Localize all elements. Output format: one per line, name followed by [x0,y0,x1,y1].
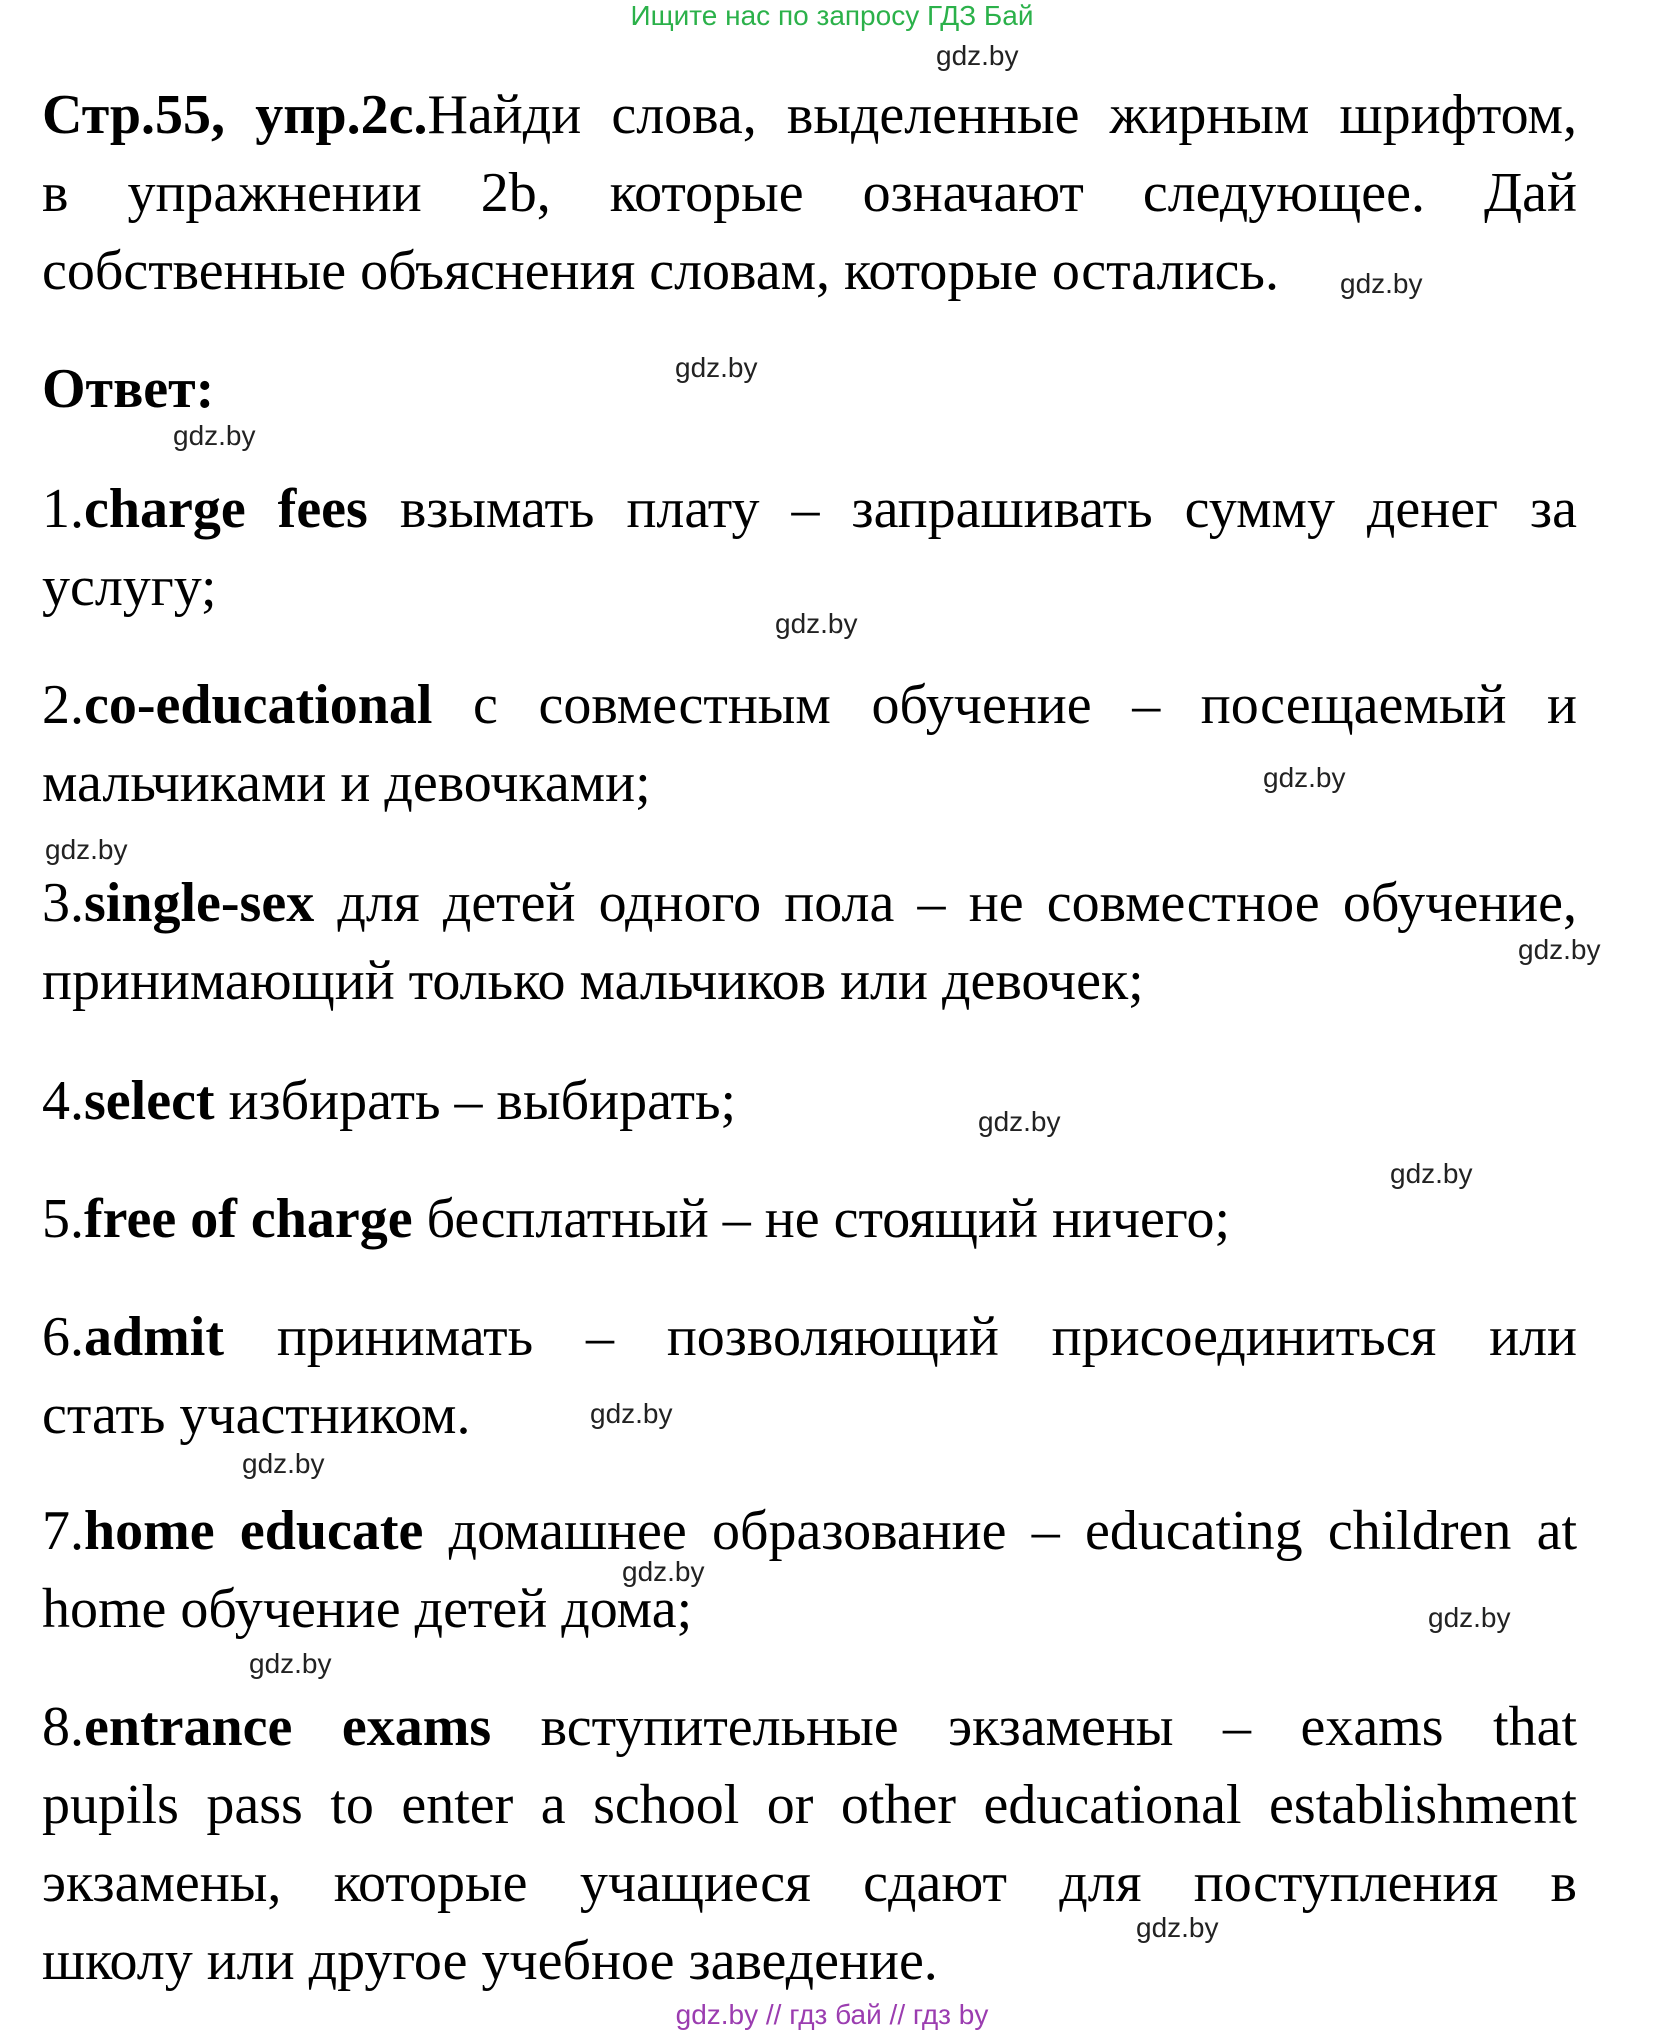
watermark: gdz.by [242,1448,325,1479]
task-reference: Стр.55, упр.2с. [42,84,428,146]
answer-item [42,1492,1577,1570]
answer-item [42,1688,1577,1922]
watermark: gdz.by [675,352,758,383]
answer-item-continued [42,744,1577,822]
item-term: co-educational [84,674,433,736]
task-text: в упражнении 2b, которые означают следующее. Дай [42,162,1577,224]
item-term: single-sex [84,872,315,934]
answer-label: Ответ: [42,358,215,420]
item-number: 6. [42,1306,84,1368]
watermark: gdz.by [1136,1912,1219,1943]
item-term: select [84,1070,215,1132]
watermark: gdz.by [978,1106,1061,1137]
item-term: home educate [84,1500,424,1562]
item-number: 1. [42,478,84,540]
item-term: admit [84,1306,224,1368]
task-text: собственные объяснения словам, которые остались. [42,240,1279,302]
top-banner[interactable]: Ищите нас по запросу ГДЗ Бай [630,0,1034,31]
answer-item-continued [42,942,1577,1020]
answer-item [42,470,1577,548]
item-definition: взымать плату – запрашивать сумму денег за [367,478,1577,540]
watermark: gdz.by [1263,762,1346,793]
answer-item [42,864,1577,942]
item-number: 4. [42,1070,84,1132]
watermark: gdz.by [45,834,128,865]
item-definition: услугу; [42,556,217,618]
watermark: gdz.by [1390,1158,1473,1189]
answer-item [42,1062,1577,1140]
item-term: free of charge [84,1188,413,1250]
item-definition: pupils pass to enter a school or other educational establishment [42,1774,1577,1836]
answer-item [42,1298,1577,1376]
watermark: gdz.by [1518,934,1601,965]
item-number: 2. [42,674,84,736]
item-number: 5. [42,1188,84,1250]
item-definition: стать участником. [42,1384,471,1446]
task-statement [42,76,1577,232]
item-definition: школу или другое учебное заведение. [42,1930,938,1992]
item-number: 7. [42,1500,84,1562]
watermark: gdz.by [590,1398,673,1429]
answer-item-continued [42,1376,1577,1454]
task-statement-end [42,232,1577,310]
item-definition: домашнее образование – educating children at [423,1500,1577,1562]
item-definition: избирать – выбирать; [214,1070,737,1132]
watermark: gdz.by [249,1648,332,1679]
item-term: entrance exams [84,1696,492,1758]
answer-heading [42,350,1577,428]
watermark: gdz.by [622,1556,705,1587]
item-number: 8. [42,1696,84,1758]
item-definition: мальчиками и девочками; [42,752,651,814]
watermark: gdz.by [1340,268,1423,299]
item-definition: с совместным обучение – посещаемый и [432,674,1577,736]
watermark: gdz.by [775,608,858,639]
answer-item-continued [42,1922,1577,2000]
watermark: gdz.by [936,40,1019,71]
item-definition: принимать – позволяющий присоединиться или [224,1306,1577,1368]
item-definition: бесплатный – не стоящий ничего; [412,1188,1231,1250]
task-text: Найди слова, выделенные жирным шрифтом, [427,84,1577,146]
answer-item [42,666,1577,744]
answer-item [42,1180,1577,1258]
item-definition: для детей одного пола – не совместное обучение, [314,872,1577,934]
item-term: charge fees [84,478,368,540]
answer-item-continued [42,548,1577,626]
watermark: gdz.by [173,420,256,451]
item-definition: вступительные экзамены – exams that [491,1696,1578,1758]
item-definition: принимающий только мальчиков или девочек; [42,950,1144,1012]
item-definition: home обучение детей дома; [42,1578,693,1640]
answer-item-continued [42,1570,1577,1648]
watermark: gdz.by [1428,1602,1511,1633]
item-definition: экзамены, которые учащиеся сдают для поступления в [42,1852,1577,1914]
footer-links[interactable]: gdz.by // гдз бай // гдз by [675,1999,989,2030]
item-number: 3. [42,872,84,934]
